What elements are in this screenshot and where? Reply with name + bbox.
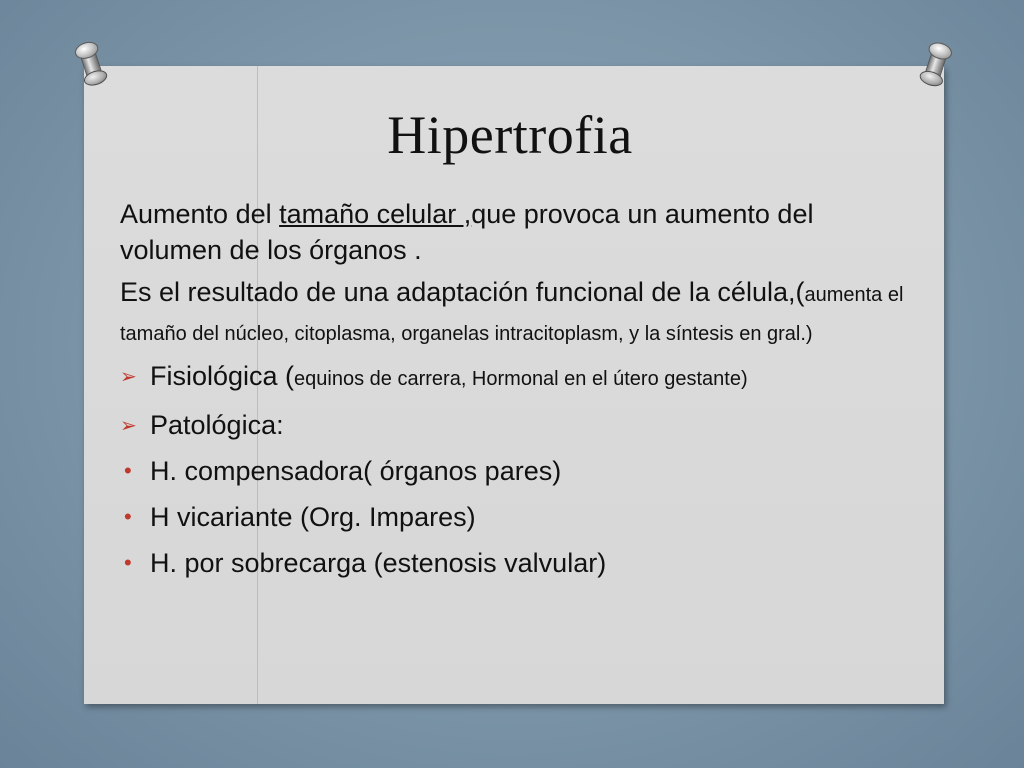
dot-bullet-icon: • <box>124 550 132 575</box>
list-item-main: Patológica: <box>150 410 284 440</box>
list-item-patologica <box>120 407 920 443</box>
list-item-main: Fisiológica ( <box>150 361 295 391</box>
list-item-text: H. por sobrecarga (estenosis valvular) <box>150 548 607 578</box>
list-item-text: H. compensadora( órganos pares) <box>150 456 562 486</box>
dot-bullet-icon: • <box>124 504 132 529</box>
paragraph-result-detail: aumenta el tamaño del núcleo, citoplasma, organelas intracitoplasm, y la síntesis en gral.) <box>120 284 904 345</box>
slide-title-text: Hipertrofia <box>387 105 633 165</box>
arrow-bullet-icon: ➢ <box>120 415 137 437</box>
paragraph-definition-underlined: tamaño celular , <box>279 199 472 229</box>
paragraph-result-main: Es el resultado de una adaptación funcional de la célula,( <box>120 277 805 307</box>
arrow-bullet-icon: ➢ <box>120 366 137 388</box>
list-item-vicariante <box>120 499 920 535</box>
list-item-detail: equinos de carrera, Hormonal en el útero gestante) <box>294 368 748 390</box>
paragraph-definition-prefix: Aumento del <box>120 199 280 229</box>
dot-bullet-icon: • <box>124 458 132 483</box>
slide-title <box>0 104 1024 166</box>
paragraph-definition <box>120 196 920 268</box>
pin-left-icon <box>73 40 108 89</box>
paragraph-definition-suffix: que provoca un aumento del volumen de los órganos . <box>120 199 814 265</box>
slide-content <box>120 196 920 591</box>
list-item-compensadora <box>120 453 920 489</box>
list-item-fisiologica <box>120 358 920 397</box>
list-item-sobrecarga <box>120 545 920 581</box>
paragraph-result <box>120 274 920 352</box>
pin-right-icon <box>918 40 953 89</box>
list-item-text: H vicariante (Org. Impares) <box>150 502 476 532</box>
